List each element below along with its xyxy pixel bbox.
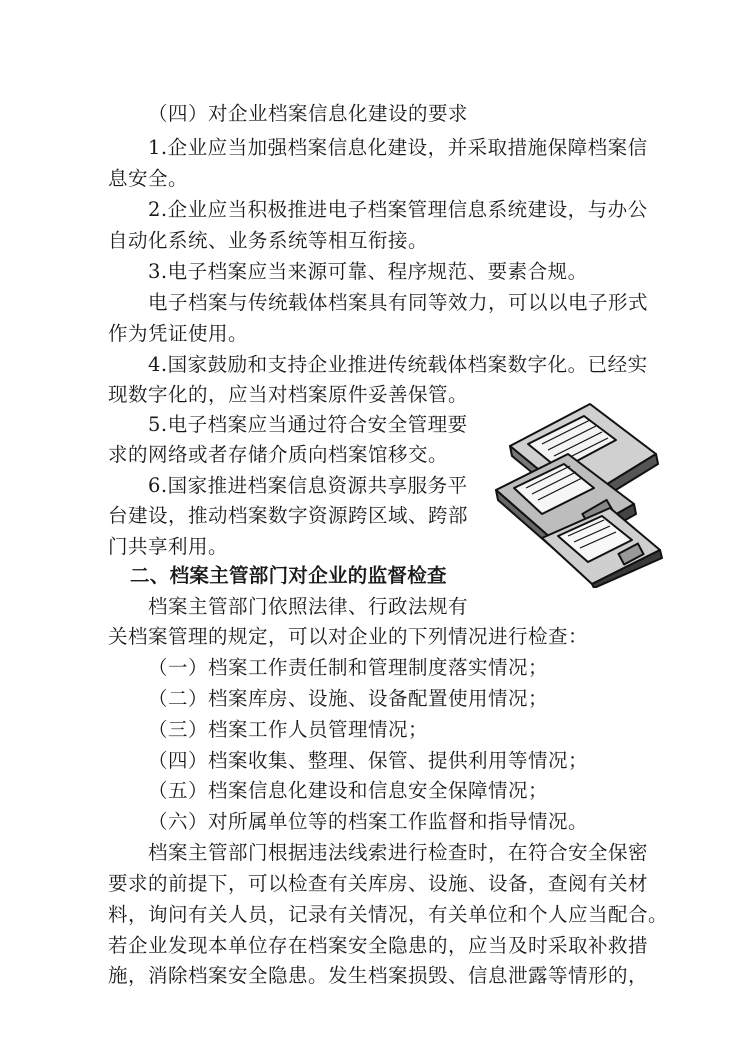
paragraph-line: 台建设，推动档案数字资源跨区域、跨部 <box>108 504 469 527</box>
paragraph-line: 档案主管部门根据违法线索进行检查时，在符合安全保密 <box>148 841 649 864</box>
paragraph-line: 作为凭证使用。 <box>108 322 249 345</box>
paragraph-line: 若企业发现本单位存在档案安全隐患的，应当及时采取补救措 <box>108 934 649 957</box>
paragraph-line: 料，询问有关人员，记录有关情况，有关单位和个人应当配合。 <box>108 903 669 926</box>
list-item: （五）档案信息化建设和信息安全保障情况； <box>148 779 549 802</box>
paragraph-line: 5.电子档案应当通过符合安全管理要 <box>148 413 468 436</box>
paragraph-line: 现数字化的，应当对档案原件妥善保管。 <box>108 383 469 406</box>
chapter-heading: 二、档案主管部门对企业的监督检查 <box>130 564 447 587</box>
list-item: （二）档案库房、设施、设备配置使用情况； <box>148 687 549 710</box>
paragraph-line: 要求的前提下，可以检查有关库房、设施、设备，查阅有关材 <box>108 872 649 895</box>
paragraph-line: 3.电子档案应当来源可靠、程序规范、要素合规。 <box>148 260 588 283</box>
paragraph-line: 关档案管理的规定，可以对企业的下列情况进行检查： <box>108 625 589 648</box>
paragraph-line: 档案主管部门依照法律、行政法规有 <box>148 595 469 618</box>
paragraph-line: 电子档案与传统载体档案具有同等效力，可以以电子形式 <box>148 291 649 314</box>
paragraph-line: 2.企业应当积极推进电子档案管理信息系统建设，与办公 <box>148 198 648 221</box>
list-item: （六）对所属单位等的档案工作监督和指导情况。 <box>148 810 589 833</box>
paragraph-line: 自动化系统、业务系统等相互衔接。 <box>108 229 429 252</box>
list-item: （三）档案工作人员管理情况； <box>148 718 429 741</box>
section-heading: （四）对企业档案信息化建设的要求 <box>148 102 469 125</box>
paragraph-line: 1.企业应当加强档案信息化建设，并采取措施保障档案信 <box>148 136 648 159</box>
paragraph-line: 门共享利用。 <box>108 535 229 558</box>
paragraph-line: 求的网络或者存储介质向档案馆移交。 <box>108 443 449 466</box>
paragraph-line: 6.国家推进档案信息资源共享服务平 <box>148 474 468 497</box>
list-item: （四）档案收集、整理、保管、提供利用等情况； <box>148 749 589 772</box>
paragraph-line: 息安全。 <box>108 167 189 190</box>
paragraph-line: 4.国家鼓励和支持企业推进传统载体档案数字化。已经实 <box>148 353 648 376</box>
list-item: （一）档案工作责任制和管理制度落实情况； <box>148 656 549 679</box>
paragraph-line: 施，消除档案安全隐患。发生档案损毁、信息泄露等情形的， <box>108 964 649 987</box>
floppy-disks-illustration <box>492 398 664 588</box>
